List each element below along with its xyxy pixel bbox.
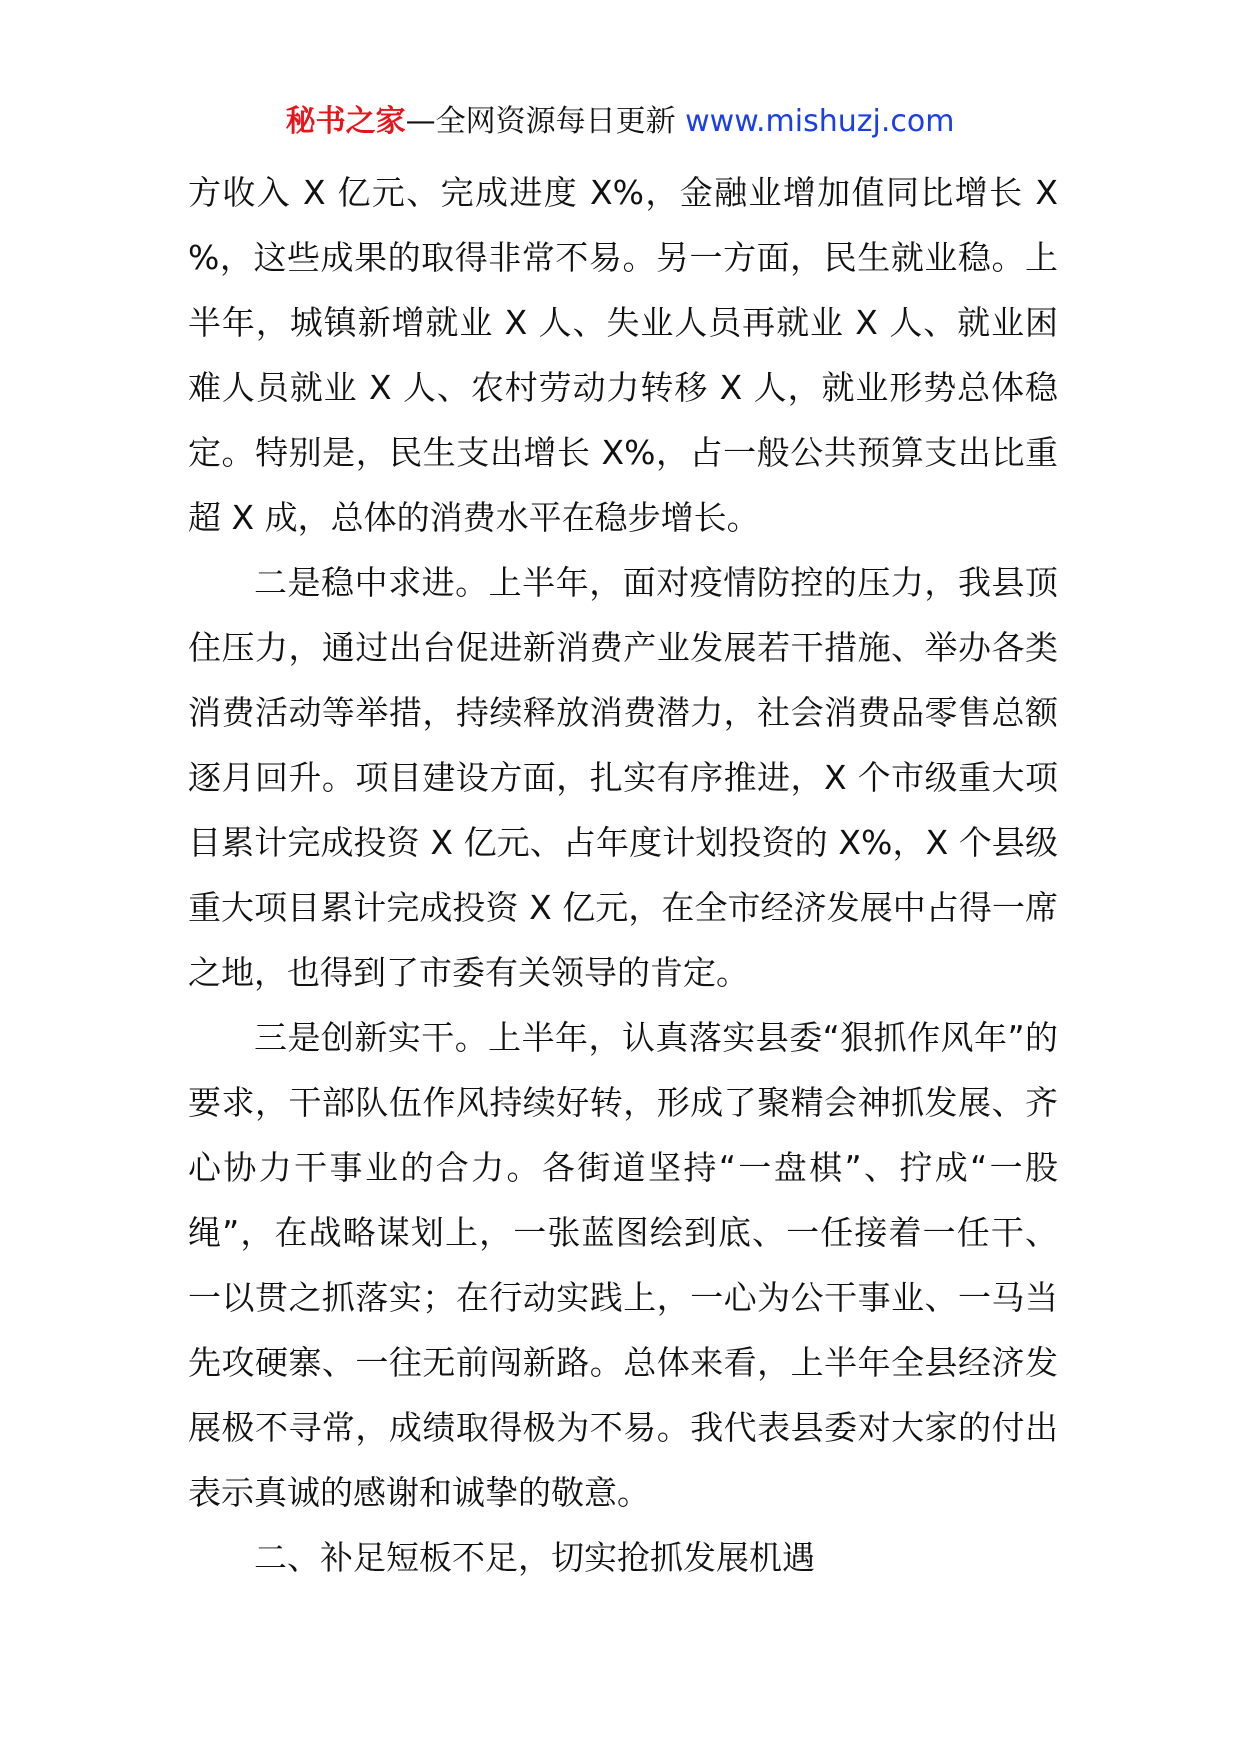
page-header (0, 100, 1240, 144)
paragraph-continuation: 方收入 X 亿元、完成进度 X%，金融业增加值同比增长 X %，这些成果的取得非常不易。另一方面，民生就业稳。上半年，城镇新增就业 X 人、失业人员再就业 X 人、就业困难人员就业 X 人、农村劳动力转移 X 人，就业形势总体稳定。特别是，民生支出增长 X%，占一般公共预算支出比重超 X 成，总体的消费水平在稳步增长。 (188, 173, 1058, 537)
paragraph-point-two: 二是稳中求进。上半年，面对疫情防控的压力，我县顶住压力，通过出台促进新消费产业发展若干措施、举办各类消费活动等举措，持续释放消费潜力，社会消费品零售总额逐月回升。项目建设方面，扎实有序推进，X 个市级重大项目累计完成投资 X 亿元、占年度计划投资的 X%，X 个县级重大项目累计完成投资 X 亿元，在全市经济发展中占得一席之地，也得到了市委有关领导的肯定。 (188, 563, 1058, 992)
header-brand: 秘书之家 (285, 104, 406, 139)
section-heading: 二、补足短板不足，切实抢抓发展机遇 (254, 1538, 815, 1577)
header-url-link[interactable]: www.mishuzj.com (685, 104, 955, 139)
paragraph-point-three: 三是创新实干。上半年，认真落实县委“狠抓作风年”的要求，干部队伍作风持续好转，形成了聚精会神抓发展、齐心协力干事业的合力。各街道坚持“一盘棋”、拧成“一股绳”，在战略谋划上，一张蓝图绘到底、一任接着一任干、一以贯之抓落实；在行动实践上，一心为公干事业、一马当先攻硬寨、一往无前闯新路。总体来看，上半年全县经济发展极不寻常，成绩取得极为不易。我代表县委对大家的付出表示真诚的感谢和诚挚的敬意。 (188, 1018, 1058, 1512)
header-slogan: —全网资源每日更新 (405, 104, 676, 139)
document-body (188, 160, 1058, 1590)
